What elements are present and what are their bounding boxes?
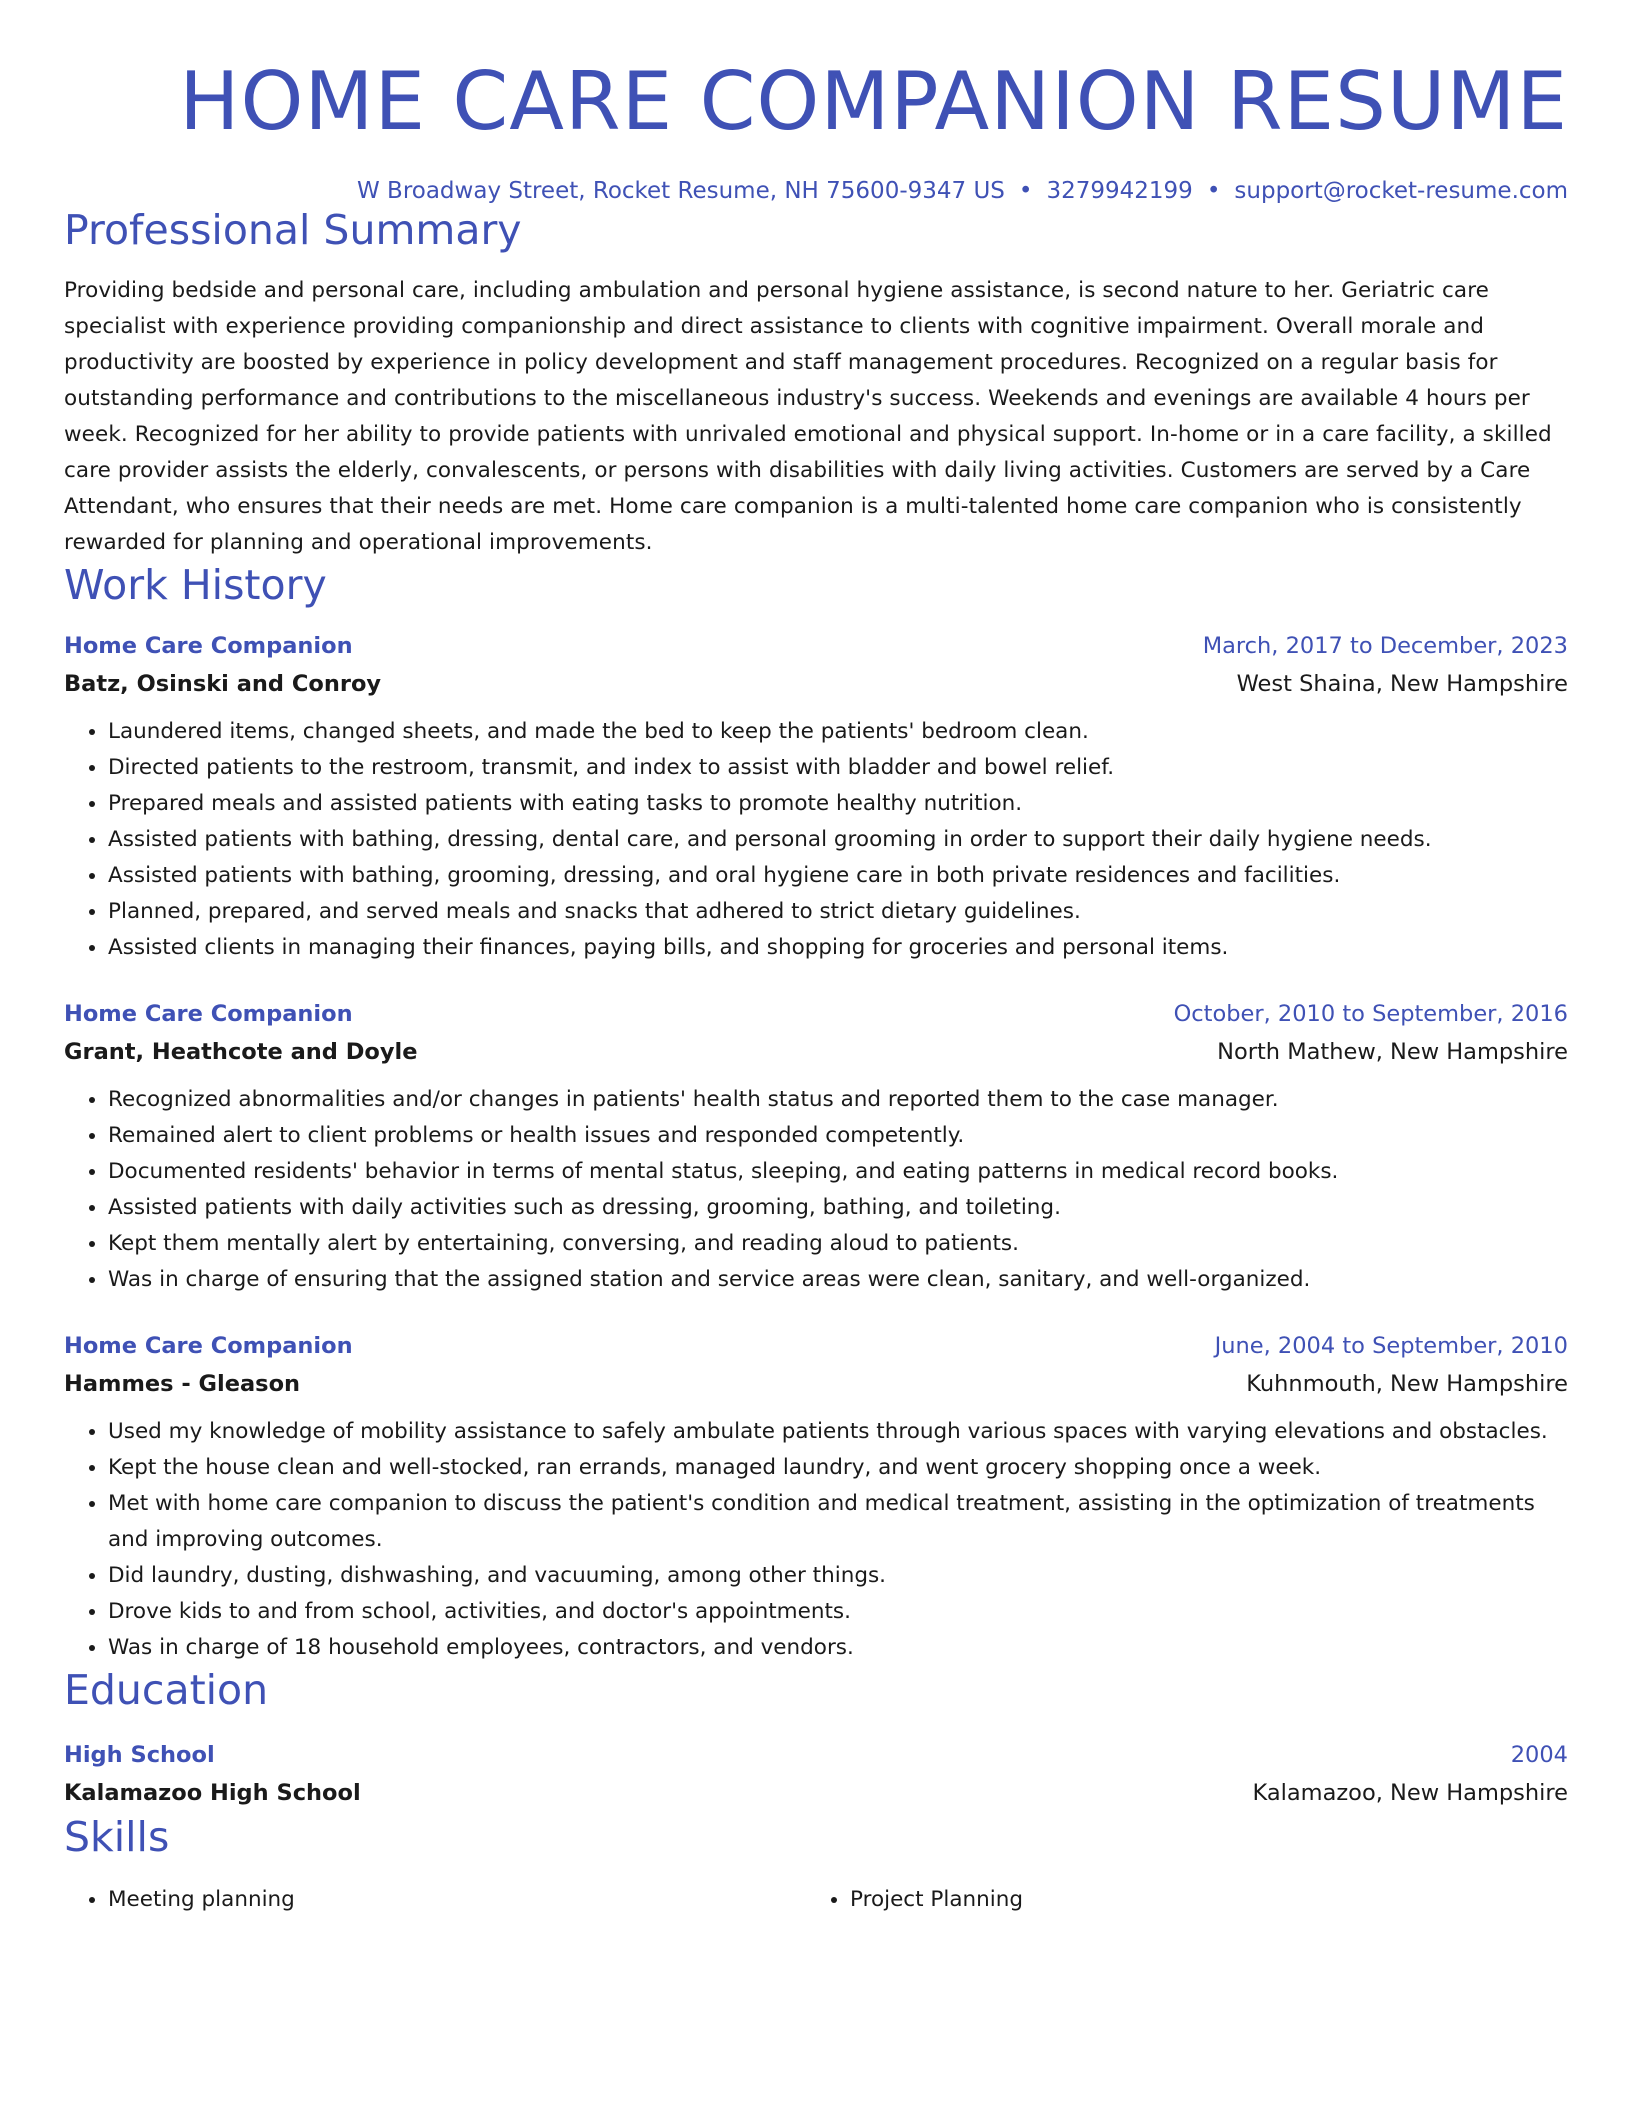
resume-page — [64, 0, 1568, 1918]
contact-separator: • — [1018, 178, 1033, 204]
job-employer: Hammes - Gleason — [64, 1370, 301, 1397]
job-bullet: • Was in charge of ensuring that the assigned station and service areas were clean, sanitary, and well-organized. — [108, 1262, 1568, 1298]
contact-phone: 3279942199 — [1046, 178, 1193, 204]
job-entry — [64, 996, 1568, 1298]
job-title: Home Care Companion — [64, 632, 353, 659]
job-bullet: • Remained alert to client problems or health issues and responded competently. — [108, 1118, 1568, 1154]
education-year: 2004 — [1510, 1742, 1568, 1769]
job-bullet: • Assisted patients with daily activities such as dressing, grooming, bathing, and toileting. — [108, 1190, 1568, 1226]
job-bullet: • Drove kids to and from school, activities, and doctor's appointments. — [108, 1594, 1568, 1630]
job-bullet: • Used my knowledge of mobility assistance to safely ambulate patients through various spaces with varying elevations and obstacles. — [108, 1414, 1568, 1450]
job-title: Home Care Companion — [64, 1332, 353, 1359]
education-header-row — [64, 1737, 1568, 1773]
job-employer-row — [64, 664, 1568, 704]
job-bullets — [64, 1414, 1568, 1666]
job-bullet: • Kept the house clean and well-stocked, ran errands, managed laundry, and went grocery shopping once a week. — [108, 1450, 1568, 1486]
job-bullet: • Planned, prepared, and served meals and snacks that adhered to strict dietary guidelines. — [108, 894, 1568, 930]
skills-list — [64, 1882, 1568, 1918]
job-bullet: • Assisted patients with bathing, dressing, dental care, and personal grooming in order to support their daily hygiene needs. — [108, 822, 1568, 858]
job-dates: March, 2017 to December, 2023 — [1202, 632, 1568, 659]
job-bullet: • Recognized abnormalities and/or changes in patients' health status and reported them to the case manager. — [108, 1082, 1568, 1118]
job-location: Kuhnmouth, New Hampshire — [1246, 1370, 1568, 1397]
education-degree: High School — [64, 1742, 215, 1769]
job-bullets — [64, 1082, 1568, 1298]
contact-separator: • — [1206, 178, 1221, 204]
job-dates: October, 2010 to September, 2016 — [1173, 1000, 1568, 1027]
work-history-heading: Work History — [64, 560, 327, 609]
resume-title: HOME CARE COMPANION RESUME — [179, 55, 1568, 148]
summary-heading: Professional Summary — [64, 205, 522, 254]
job-bullet: • Met with home care companion to discuss the patient's condition and medical treatment, assisting in the optimization of treatments and improving outcomes. — [108, 1486, 1568, 1558]
job-title: Home Care Companion — [64, 1000, 353, 1027]
summary-text: Providing bedside and personal care, including ambulation and personal hygiene assistance, is second nature to her. Geriatric care specialist with experience providing companionship and direct assistance to clients with cognitive impairment. Overall morale and productivity are boosted by experience in policy development and staff management procedures. Recognized on a regular basis for outstanding performance and contributions to the miscellaneous industry's success. Weekends and evenings are available 4 hours per week. Recognized for her ability to provide patients with unrivaled emotional and physical support. In-home or in a care facility, a skilled care provider assists the elderly, convalescents, or persons with disabilities with daily living activities. Customers are served by a Care Attendant, who ensures that their needs are met. Home care companion is a multi-talented home care companion who is consistently rewarded for planning and operational improvements. — [64, 277, 1552, 555]
job-bullet: • Prepared meals and assisted patients with eating tasks to promote healthy nutrition. — [108, 786, 1568, 822]
education-school-row — [64, 1773, 1568, 1813]
job-entry — [64, 1328, 1568, 1666]
contact-email: support@rocket-resume.com — [1234, 178, 1568, 204]
job-header-row — [64, 996, 1568, 1032]
education-location: Kalamazoo, New Hampshire — [1252, 1780, 1568, 1807]
job-employer: Batz, Osinski and Conroy — [64, 670, 382, 697]
education-school: Kalamazoo High School — [64, 1780, 361, 1807]
job-employer-row — [64, 1364, 1568, 1404]
job-bullet: • Assisted clients in managing their finances, paying bills, and shopping for groceries and personal items. — [108, 930, 1568, 966]
job-location: North Mathew, New Hampshire — [1217, 1038, 1568, 1065]
job-bullets — [64, 714, 1568, 966]
job-bullet: • Was in charge of 18 household employees, contractors, and vendors. — [108, 1630, 1568, 1666]
education-entry — [64, 1737, 1568, 1813]
job-employer: Grant, Heathcote and Doyle — [64, 1038, 418, 1065]
contact-address: W Broadway Street, Rocket Resume, NH 75600-9347 US — [356, 178, 1005, 204]
job-bullet: • Did laundry, dusting, dishwashing, and vacuuming, among other things. — [108, 1558, 1568, 1594]
skills-heading: Skills — [64, 1813, 170, 1862]
job-bullet: • Laundered items, changed sheets, and made the bed to keep the patients' bedroom clean. — [108, 714, 1568, 750]
job-header-row — [64, 1328, 1568, 1364]
contact-line — [64, 178, 1568, 206]
job-bullet: • Directed patients to the restroom, transmit, and index to assist with bladder and bowel relief. — [108, 750, 1568, 786]
job-employer-row — [64, 1032, 1568, 1072]
job-bullet: • Documented residents' behavior in terms of mental status, sleeping, and eating patterns in medical record books. — [108, 1154, 1568, 1190]
education-heading: Education — [64, 1665, 269, 1714]
job-header-row — [64, 628, 1568, 664]
skill-item: • Meeting planning — [108, 1882, 850, 1918]
job-dates: June, 2004 to September, 2010 — [1214, 1332, 1568, 1359]
job-entry — [64, 628, 1568, 966]
job-location: West Shaina, New Hampshire — [1236, 670, 1568, 697]
job-bullet: • Assisted patients with bathing, grooming, dressing, and oral hygiene care in both private residences and facilities. — [108, 858, 1568, 894]
skill-item: • Project Planning — [850, 1882, 1550, 1918]
job-bullet: • Kept them mentally alert by entertaining, conversing, and reading aloud to patients. — [108, 1226, 1568, 1262]
